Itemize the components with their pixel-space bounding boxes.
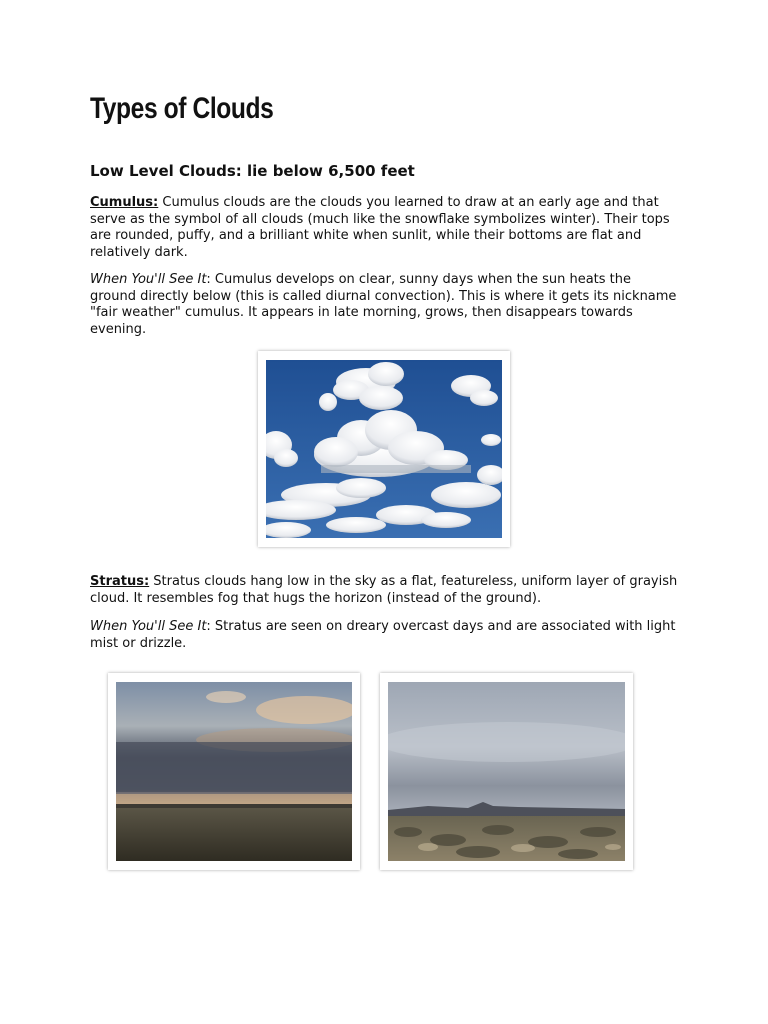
stratus-when-text: : Stratus are seen on dreary overcast days and are associated with light mist or drizzle. — [90, 619, 676, 651]
cumulus-when-label: When You'll See It — [90, 272, 207, 287]
stratus-photo-right-frame — [380, 673, 633, 870]
stratus-description: Stratus clouds hang low in the sky as a flat, featureless, uniform layer of grayish cloud. It resembles fog that hugs the horizon (instead of the ground). — [90, 574, 678, 606]
stratus-label: Stratus: — [90, 574, 150, 589]
cumulus-photo — [266, 360, 502, 538]
cumulus-when-text: : Cumulus develops on clear, sunny days when the sun heats the ground directly below (this is called diurnal convection). This is where it gets its nickname "fair weather" cumulus. It appears in late morning, grows, then disappears towards evening. — [90, 272, 677, 337]
page-title: Types of Clouds — [90, 92, 274, 125]
cumulus-paragraph — [90, 195, 680, 261]
cumulus-label: Cumulus: — [90, 195, 159, 210]
stratus-when-paragraph — [90, 619, 680, 652]
cumulus-when-paragraph — [90, 272, 680, 338]
cumulus-photo-frame — [258, 351, 510, 547]
stratus-photo-right — [388, 682, 625, 861]
stratus-paragraph — [90, 574, 680, 607]
stratus-photo-left-frame — [108, 673, 360, 870]
cumulus-description: Cumulus clouds are the clouds you learned to draw at an early age and that serve as the symbol of all clouds (much like the snowflake symbolizes winter). Their tops are rounded, puffy, and a brilliant white when sunlit, while their bottoms are flat and relatively dark. — [90, 195, 670, 260]
section-heading: Low Level Clouds: lie below 6,500 feet — [90, 162, 415, 180]
stratus-when-label: When You'll See It — [90, 619, 207, 634]
stratus-photo-left — [116, 682, 352, 861]
